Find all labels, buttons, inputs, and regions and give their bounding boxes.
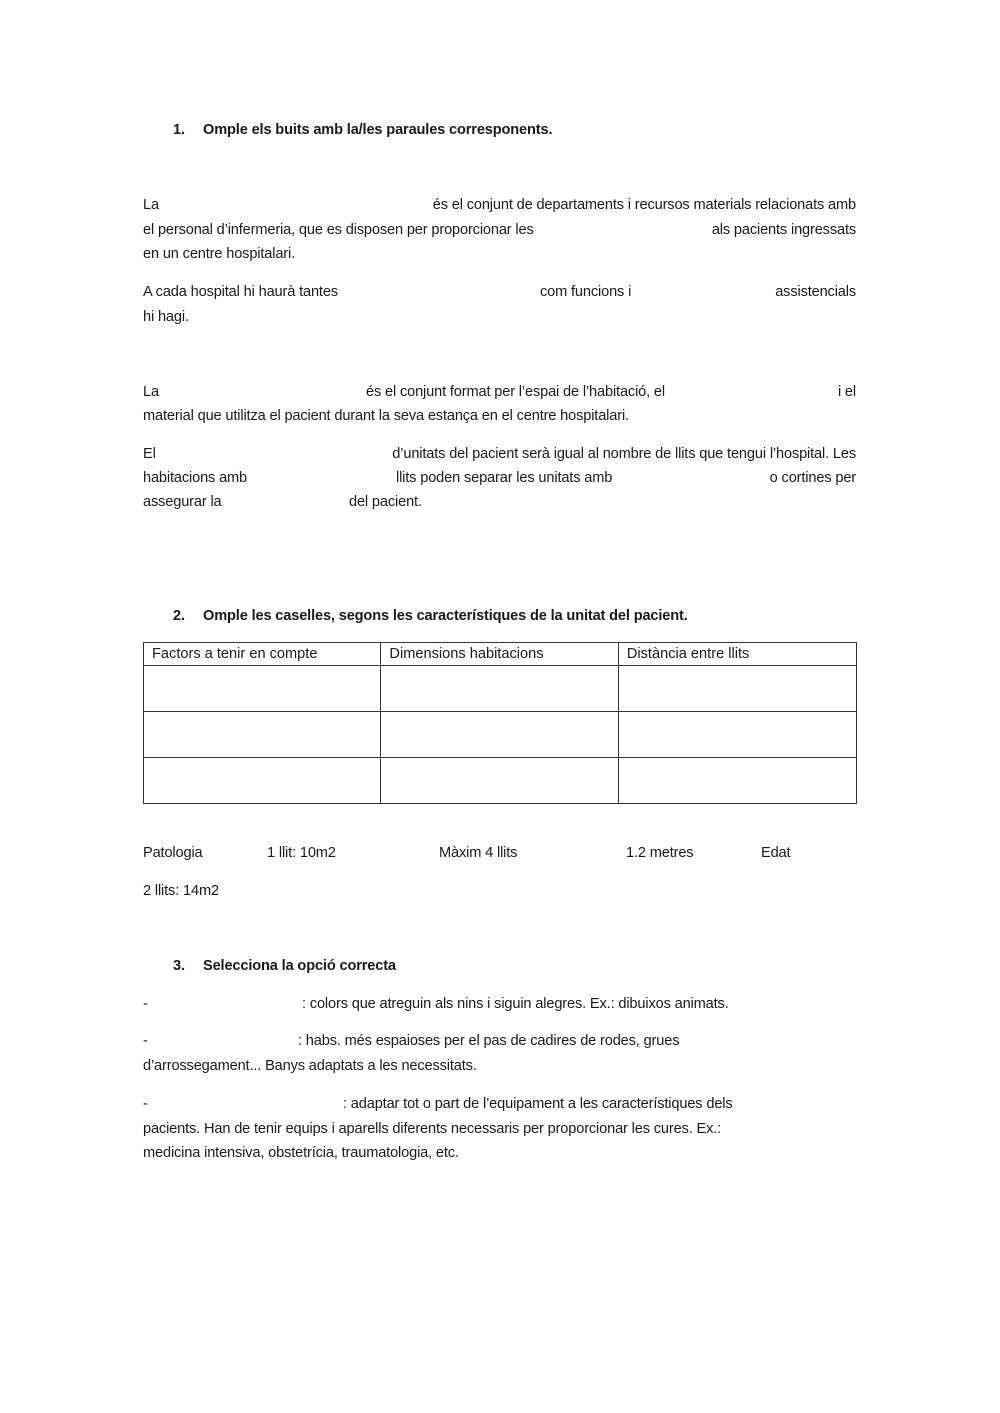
table-row — [144, 758, 857, 804]
q2-heading: Omple les caselles, segons les característiques de la unitat del pacient. — [203, 608, 688, 624]
blank-input[interactable] — [272, 468, 390, 488]
blank-input[interactable] — [166, 195, 346, 215]
q1-text: del pacient. — [349, 494, 422, 510]
blank-input[interactable] — [735, 382, 830, 402]
q1-text: en un centre hospitalari. — [143, 246, 296, 262]
q1-text: d’unitats del pacient serà igual al nombre de llits que tengui l’hospital. Les — [392, 446, 856, 462]
q1-text: assistencials — [775, 284, 856, 300]
q1-heading: Omple els buits amb la/les paraules corresponents. — [203, 122, 553, 138]
table-cell[interactable] — [144, 666, 381, 712]
q1-text: A cada hospital hi haurà tantes — [143, 284, 338, 300]
blank-input[interactable] — [162, 444, 297, 464]
q1-text: material que utilitza el pacient durant la seva estança en el centre hospitalari. — [143, 408, 629, 424]
blank-input[interactable] — [238, 492, 343, 512]
cell-input[interactable] — [152, 712, 376, 754]
column-header: Factors a tenir en compte — [144, 643, 381, 666]
table-row — [144, 712, 857, 758]
table-cell[interactable] — [381, 712, 618, 758]
cell-input[interactable] — [627, 712, 852, 754]
q3-number: 3. — [173, 958, 185, 974]
cell-input[interactable] — [152, 758, 376, 800]
option-word[interactable]: Màxim 4 llits — [439, 845, 518, 861]
q3-text: medicina intensiva, obstetrícia, traumatologia, etc. — [143, 1145, 459, 1161]
q1-text: i el — [837, 384, 856, 400]
q1-text: assegurar la — [143, 494, 222, 510]
column-header: Dimensions habitacions — [381, 643, 618, 666]
table-cell[interactable] — [144, 758, 381, 804]
table-cell[interactable] — [618, 712, 856, 758]
q1-text: El — [143, 446, 156, 462]
q3-text: : colors que atreguin als nins i siguin alegres. Ex.: dibuixos animats. — [302, 996, 729, 1012]
characteristics-table — [143, 642, 857, 804]
cell-input[interactable] — [389, 666, 613, 708]
cell-input[interactable] — [627, 758, 852, 800]
q3-text: : adaptar tot o part de l’equipament a les característiques dels — [343, 1096, 733, 1112]
bullet: - — [143, 1096, 148, 1112]
q1-text: com funcions i — [540, 284, 632, 300]
cell-input[interactable] — [152, 666, 376, 708]
table-header-row — [144, 643, 857, 666]
bullet: - — [143, 996, 148, 1012]
option-word[interactable]: 1 llit: 10m2 — [267, 845, 336, 861]
cell-input[interactable] — [389, 712, 613, 754]
q1-text: hi hagi. — [143, 309, 189, 325]
table-cell[interactable] — [618, 758, 856, 804]
cell-input[interactable] — [389, 758, 613, 800]
select-blank[interactable] — [160, 1031, 294, 1051]
table-row — [144, 666, 857, 712]
q3-text: d’arrossegament... Banys adaptats a les necessitats. — [143, 1058, 477, 1074]
blank-input[interactable] — [166, 382, 361, 402]
q1-text: als pacients ingressats — [711, 222, 856, 238]
q1-text: el personal d’infermeria, que es disposen per proporcionar les — [143, 222, 534, 238]
table-cell[interactable] — [381, 666, 618, 712]
q1-text: habitacions amb — [143, 470, 248, 486]
q2-number: 2. — [173, 608, 185, 624]
blank-input[interactable] — [615, 220, 685, 240]
blank-input[interactable] — [660, 468, 748, 488]
column-header: Distància entre llits — [618, 643, 856, 666]
bullet: - — [143, 1033, 148, 1049]
blank-input[interactable] — [378, 282, 533, 302]
table-cell[interactable] — [618, 666, 856, 712]
blank-input[interactable] — [655, 282, 755, 302]
q1-text: és el conjunt format per l’espai de l’habitació, el — [366, 384, 665, 400]
q1-text: La — [143, 197, 159, 213]
q1-number: 1. — [173, 122, 185, 138]
table-cell[interactable] — [144, 712, 381, 758]
q1-text: La — [143, 384, 159, 400]
select-blank[interactable] — [160, 994, 298, 1014]
q3-text: : habs. més espaioses per el pas de cadires de rodes, grues — [298, 1033, 680, 1049]
q3-text: pacients. Han de tenir equips i aparells diferents necessaris per proporcionar les cures. Ex.: — [143, 1121, 722, 1137]
option-word[interactable]: Patologia — [143, 845, 203, 861]
cell-input[interactable] — [627, 666, 852, 708]
option-word[interactable]: Edat — [761, 845, 791, 861]
q3-heading: Selecciona la opció correcta — [203, 958, 396, 974]
option-word[interactable]: 1.2 metres — [626, 845, 694, 861]
q1-text: o cortines per — [769, 470, 856, 486]
table-cell[interactable] — [381, 758, 618, 804]
option-word[interactable]: 2 llits: 14m2 — [143, 883, 219, 899]
q1-text: llits poden separar les unitats amb — [396, 470, 613, 486]
q1-text: és el conjunt de departaments i recursos materials relacionats amb — [432, 197, 856, 213]
select-blank[interactable] — [160, 1094, 338, 1114]
